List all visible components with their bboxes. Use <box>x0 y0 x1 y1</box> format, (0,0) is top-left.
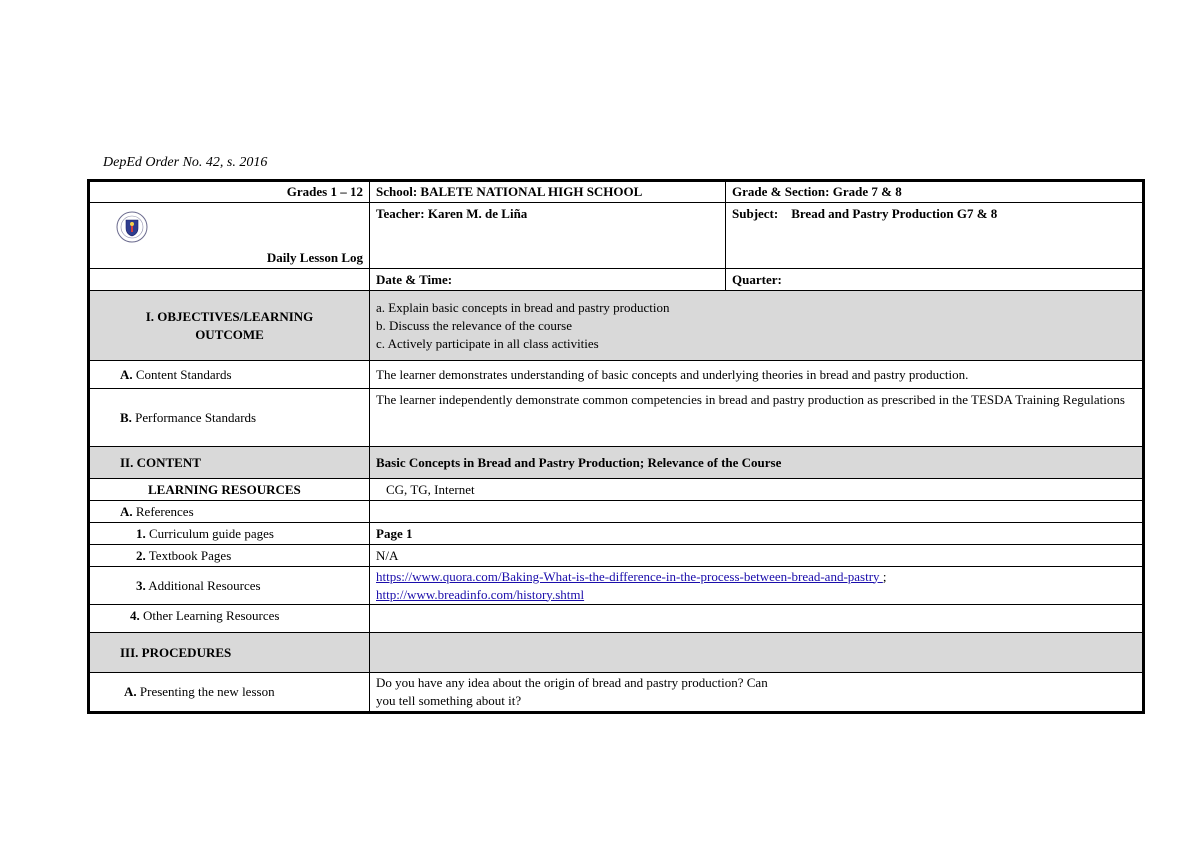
content-standards-value: The learner demonstrates understanding of basic concepts and underlying theories in bread and pastry production. <box>370 361 1144 389</box>
subject-cell <box>726 203 1144 269</box>
references-label: A. References <box>89 501 370 523</box>
performance-standards-row <box>89 389 1144 447</box>
deped-seal-icon <box>116 211 148 243</box>
learning-resources-row <box>89 479 1144 501</box>
date-time-cell: Date & Time: <box>370 269 726 291</box>
header-row-3 <box>89 269 1144 291</box>
objective-item: b. Discuss the relevance of the course <box>376 317 573 333</box>
procedures-row <box>89 633 1144 673</box>
textbook-label: 2. Textbook Pages <box>89 545 370 567</box>
logo-title-cell <box>89 203 370 269</box>
breadinfo-link[interactable]: http://www.breadinfo.com/history.shtml <box>376 586 585 602</box>
other-resources-value <box>370 605 1144 633</box>
additional-resources-value <box>370 567 1144 605</box>
content-label: II. CONTENT <box>89 447 370 479</box>
empty-header-cell <box>89 269 370 291</box>
grades-cell: Grades 1 – 12 <box>89 181 370 203</box>
curriculum-guide-row <box>89 523 1144 545</box>
curriculum-guide-value: Page 1 <box>370 523 1144 545</box>
teacher-cell: Teacher: Karen M. de Liña <box>370 203 726 269</box>
objective-item: a. Explain basic concepts in bread and pastry production <box>376 299 670 315</box>
objectives-row <box>89 291 1144 361</box>
content-standards-label: A. Content Standards <box>89 361 370 389</box>
performance-standards-value: The learner independently demonstrate common competencies in bread and pastry production as prescribed in the TESDA Training Regulations <box>370 389 1144 447</box>
other-resources-row <box>89 605 1144 633</box>
textbook-value: N/A <box>370 545 1144 567</box>
presenting-lesson-label: A. Presenting the new lesson <box>89 673 370 713</box>
learning-resources-label: LEARNING RESOURCES <box>89 479 370 501</box>
procedures-value <box>370 633 1144 673</box>
subject-label: Subject: <box>732 206 779 221</box>
link-separator: ; <box>882 568 887 584</box>
document-title: Daily Lesson Log <box>266 249 363 265</box>
presenting-lesson-row <box>89 673 1144 713</box>
references-value <box>370 501 1144 523</box>
additional-resources-label: 3. Additional Resources <box>89 567 370 605</box>
learning-resources-value: CG, TG, Internet <box>370 479 1144 501</box>
school-cell: School: BALETE NATIONAL HIGH SCHOOL <box>370 181 726 203</box>
content-value: Basic Concepts in Bread and Pastry Production; Relevance of the Course <box>370 447 1144 479</box>
other-resources-label: 4. Other Learning Resources <box>89 605 370 633</box>
textbook-row <box>89 545 1144 567</box>
additional-resources-row <box>89 567 1144 605</box>
quora-link[interactable]: https://www.quora.com/Baking-What-is-the-difference-in-the-process-between-bread-and-pastry <box>376 568 883 584</box>
header-row-1 <box>89 181 1144 203</box>
quarter-cell: Quarter: <box>726 269 1144 291</box>
presenting-lesson-value: Do you have any idea about the origin of bread and pastry production? Can you tell something about it? <box>370 673 1144 713</box>
objectives-label: I. OBJECTIVES/LEARNING OUTCOME <box>89 291 370 361</box>
objective-item: c. Actively participate in all class activities <box>376 335 599 351</box>
procedures-label: III. PROCEDURES <box>89 633 370 673</box>
grade-section-cell: Grade & Section: Grade 7 & 8 <box>726 181 1144 203</box>
performance-standards-label: B. Performance Standards <box>89 389 370 447</box>
header-row-2 <box>89 203 1144 269</box>
content-standards-row <box>89 361 1144 389</box>
daily-lesson-log-table <box>87 179 1145 714</box>
subject-value: Bread and Pastry Production G7 & 8 <box>791 206 998 221</box>
references-row <box>89 501 1144 523</box>
curriculum-guide-label: 1. Curriculum guide pages <box>89 523 370 545</box>
content-row <box>89 447 1144 479</box>
deped-order-reference: DepEd Order No. 42, s. 2016 <box>103 155 268 170</box>
objectives-list <box>370 291 1144 361</box>
